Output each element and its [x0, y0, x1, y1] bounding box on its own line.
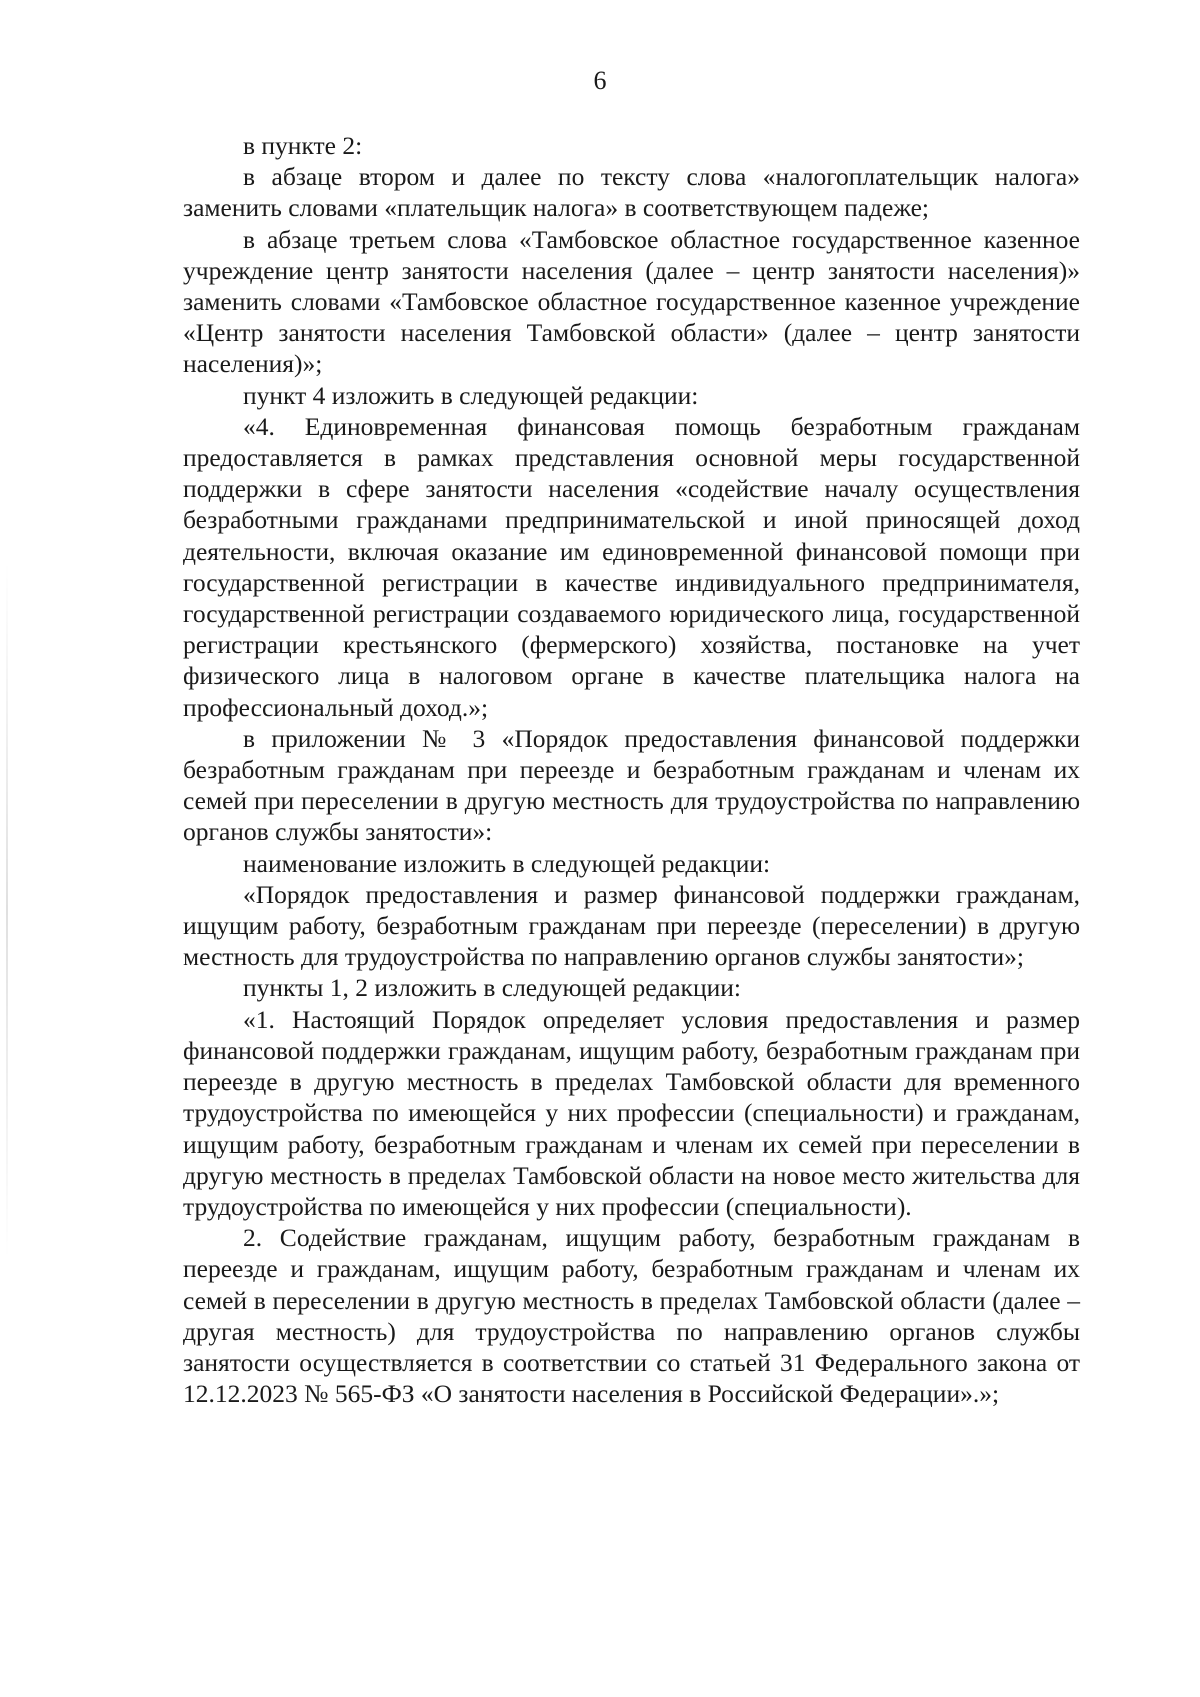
paragraph-11: 2. Содействие гражданам, ищущим работу, безработным гражданам в переезде и гражданам, ищущим работу, безработным гражданам и членам их семей в переселении в другую местность в пределах Тамбовской области (далее – другая местность) для трудоустройства по направлению органов службы занятости осуществляется в соответствии со статьей 31 Федерального закона от 12.12.2023 № 565-ФЗ «О занятости населения в Российской Федерации».»;: [183, 1223, 1080, 1409]
scan-edge-artifact: [6, 560, 8, 1260]
paragraph-1: в пункте 2:: [243, 131, 363, 160]
paragraph-3: в абзаце третьем слова «Тамбовское областное государственное казенное учреждение центр занятости населения (далее – центр занятости населения)» заменить словами «Тамбовское областное государственное казенное учреждение «Центр занятости населения Тамбовской области» (далее – центр занятости населения)»;: [183, 224, 1080, 379]
paragraph-2: в абзаце втором и далее по тексту слова «налогоплательщик налога» заменить словами «плательщик налога» в соответствующем падеже;: [183, 162, 1080, 223]
paragraph-10: «1. Настоящий Порядок определяет условия предоставления и размер финансовой поддержки гражданам, ищущим работу, безработным гражданам при переезде в другую местность в пределах Тамбовской области для временного трудоустройства по имеющейся у них профессии (специальности) и гражданам, ищущим работу, безработным гражданам и членам их семей при переселении в другую местность в пределах Тамбовской области на новое место жительства для трудоустройства по имеющейся у них профессии (специальности).: [183, 1004, 1080, 1221]
document-body: [183, 130, 1080, 1409]
page-number: 6: [593, 66, 607, 95]
paragraph-9: пункты 1, 2 изложить в следующей редакции:: [243, 973, 741, 1003]
paragraph-6: в приложении № 3 «Порядок предоставления финансовой поддержки безработным гражданам при переезде и безработным гражданам и членам их семей при переселении в другую местность для трудоустройства по направлению органов службы занятости»:: [183, 723, 1080, 847]
paragraph-4: пункт 4 изложить в следующей редакции:: [243, 380, 699, 410]
paragraph-7: наименование изложить в следующей редакции:: [243, 848, 771, 878]
paragraph-5: «4. Единовременная финансовая помощь безработным гражданам предоставляется в рамках представления основной меры государственной поддержки в сфере занятости населения «содействие началу осуществления безработными гражданами предпринимательской и иной приносящей доход деятельности, включая оказание им единовременной финансовой помощи при государственной регистрации в качестве индивидуального предпринимателя, государственной регистрации создаваемого юридического лица, государственной регистрации крестьянского (фермерского) хозяйства, постановке на учет физического лица в налоговом органе в качестве плательщика налога на профессиональный доход.»;: [183, 411, 1080, 722]
paragraph-8: «Порядок предоставления и размер финансовой поддержки гражданам, ищущим работу, безработным гражданам при переезде (переселении) в другую местность для трудоустройства по направлению органов службы занятости»;: [183, 879, 1080, 972]
